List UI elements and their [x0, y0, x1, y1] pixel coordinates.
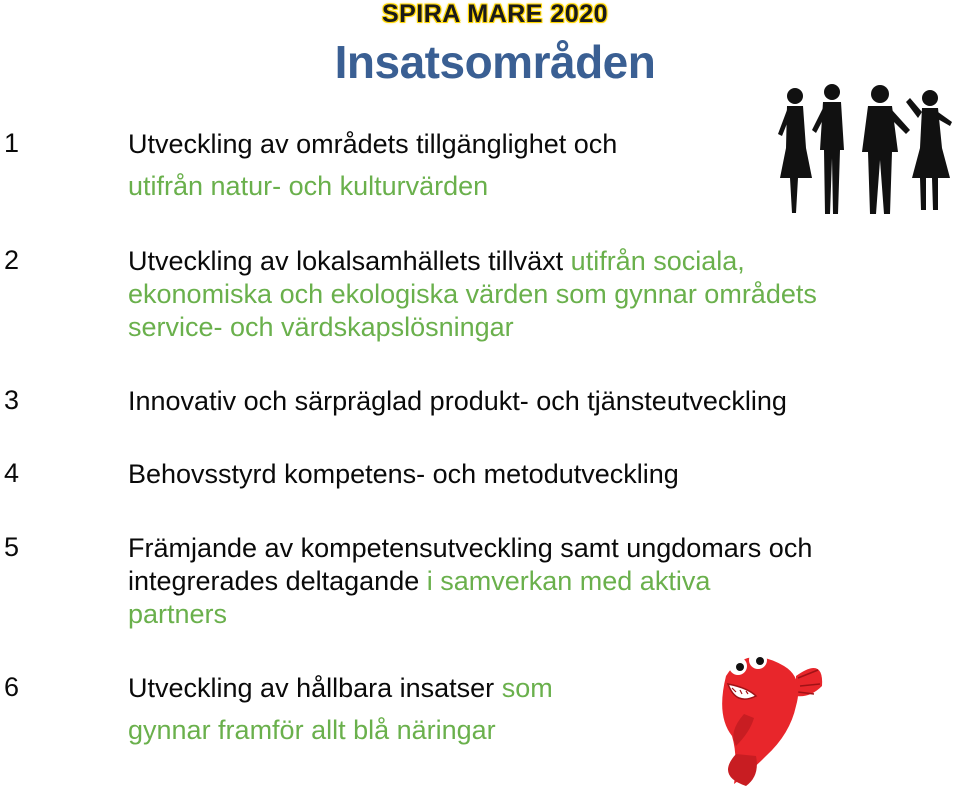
item-text: utifrån natur- och kulturvärden — [128, 171, 489, 201]
item-number: 2 — [4, 245, 20, 275]
item-text: Främjande av kompetensutveckling samt ungdomars och — [128, 533, 813, 563]
item-line — [128, 278, 817, 311]
item-line — [128, 714, 496, 747]
item-text: i samverkan med aktiva — [426, 566, 711, 596]
page-title: Insatsområden — [334, 36, 656, 88]
red-fish-icon — [706, 636, 826, 786]
item-number: 6 — [4, 672, 20, 702]
item-text: gynnar framför allt blå näringar — [128, 715, 496, 745]
item-line — [128, 128, 617, 161]
people-silhouettes-icon — [740, 78, 960, 218]
item-line — [128, 458, 679, 491]
item-text: Innovativ och särpräglad produkt- och tjänsteutveckling — [128, 386, 787, 416]
item-number: 1 — [4, 128, 20, 158]
item-line — [128, 532, 812, 565]
item-text: service- och värdskapslösningar — [128, 312, 514, 342]
item-text: integrerades deltagande — [128, 566, 427, 596]
item-text: som — [501, 673, 553, 703]
header — [0, 0, 960, 89]
item-number: 5 — [4, 532, 20, 562]
item-line — [128, 672, 553, 705]
item-line — [128, 311, 514, 344]
item-text: Utveckling av lokalsamhällets tillväxt — [128, 246, 571, 276]
subtitle: SPIRA MARE 2020 — [381, 0, 609, 28]
item-number: 4 — [4, 458, 20, 488]
item-text: utifrån sociala, — [570, 246, 745, 276]
item-line — [128, 385, 787, 418]
item-text: Utveckling av hållbara insatser — [128, 673, 502, 703]
item-number: 3 — [4, 385, 20, 415]
item-line — [128, 598, 227, 631]
item-text: partners — [128, 599, 228, 629]
item-line — [128, 170, 488, 203]
item-line — [128, 565, 710, 598]
item-line — [128, 245, 745, 278]
item-text: Utveckling av områdets tillgänglighet och — [128, 129, 618, 159]
item-text: Behovsstyrd kompetens- och metodutveckling — [128, 459, 679, 489]
item-text: ekonomiska och ekologiska värden som gynnar områdets — [128, 279, 817, 309]
